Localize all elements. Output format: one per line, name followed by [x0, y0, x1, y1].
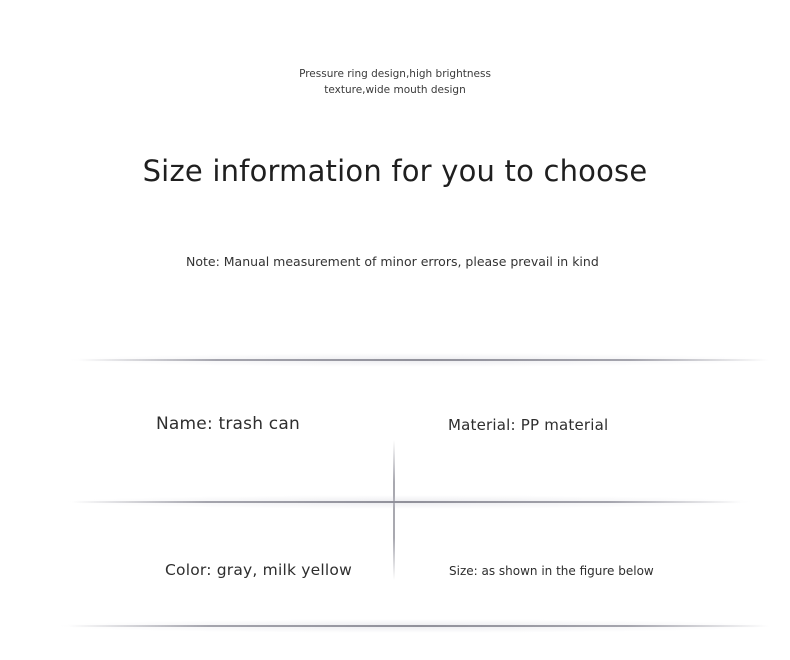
measurement-note: Note: Manual measurement of minor errors, please prevail in kind — [186, 254, 599, 269]
divider-top — [78, 359, 768, 361]
tagline-line-2: texture,wide mouth design — [324, 84, 466, 96]
tagline-line-1: Pressure ring design,high brightness — [299, 68, 491, 80]
spec-color: Color: gray, milk yellow — [165, 561, 352, 579]
spec-size: Size: as shown in the figure below — [449, 564, 654, 578]
spec-material: Material: PP material — [448, 416, 609, 434]
spec-name: Name: trash can — [156, 414, 300, 434]
page-title: Size information for you to choose — [142, 154, 648, 188]
divider-vertical — [393, 440, 395, 580]
divider-middle — [72, 501, 742, 503]
divider-bottom — [68, 625, 768, 627]
